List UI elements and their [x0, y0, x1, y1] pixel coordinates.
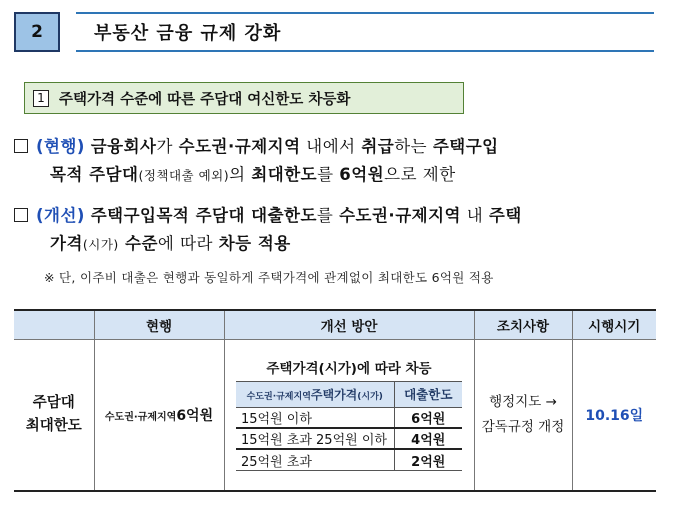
subsection-box	[24, 82, 464, 114]
text-segment: 내	[460, 206, 489, 225]
note: ※ 단, 이주비 대출은 현행과 동일하게 주택가격에 관계없이 최대한도 6억원 적용	[44, 270, 494, 285]
item-improve-line1	[14, 202, 522, 230]
subsection-marker: 1	[33, 90, 49, 107]
tag-improve: (개선)	[36, 206, 85, 225]
item-current-line1	[14, 133, 499, 161]
tier-limit: 6억원	[394, 407, 462, 428]
tier-range: 15억원 이하	[236, 407, 394, 428]
tier-header-prefix: 수도권·규제지역	[246, 391, 311, 402]
text-segment: 에 따라	[157, 234, 219, 253]
text-segment: 목적 주담대	[50, 165, 139, 184]
tier-range: 25억원 초과	[236, 449, 394, 470]
row-label-line: 주담대	[32, 394, 75, 411]
checkbox-icon	[14, 208, 28, 222]
text-segment: 금융회사	[90, 137, 157, 156]
tier-header-limit: 대출한도	[394, 381, 462, 407]
text-segment: 최대한도	[251, 165, 318, 184]
tier-header-main: 주택가격	[310, 387, 358, 402]
tier-row	[236, 428, 462, 449]
item-current	[14, 133, 499, 190]
tier-limit: 2억원	[394, 449, 462, 470]
current-prefix: 수도권·규제지역	[104, 411, 177, 423]
item-improve-line2	[14, 230, 522, 259]
text-segment: 차등 적용	[218, 234, 291, 253]
table-header: 개선 방안	[224, 310, 474, 339]
improve-cell	[224, 339, 474, 491]
table-row	[14, 339, 656, 491]
text-segment: 취급	[361, 137, 395, 156]
table-header: 현행	[94, 310, 224, 339]
text-segment: 를	[316, 206, 340, 225]
text-segment: 수도권·규제지역	[339, 206, 461, 225]
text-segment: 를	[317, 165, 340, 184]
row-label	[14, 339, 94, 491]
date-cell: 10.16일	[572, 339, 656, 491]
tier-header-suffix: (시가)	[357, 391, 383, 402]
tier-header-price	[236, 381, 394, 407]
current-amount: 6억원	[176, 407, 214, 424]
text-segment: (시가)	[82, 237, 119, 252]
text-segment: 가	[156, 137, 179, 156]
text-segment: 으로 제한	[384, 165, 456, 184]
current-cell	[94, 339, 224, 491]
text-segment: 수도권·규제지역	[178, 137, 301, 156]
item-improve	[14, 202, 522, 259]
checkbox-icon	[14, 139, 28, 153]
subsection-title: 주택가격 수준에 따른 주담대 여신한도 차등화	[59, 91, 351, 108]
table-header: 시행시기	[572, 310, 656, 339]
section-title: 부동산 금융 규제 강화	[76, 12, 654, 52]
item-current-line2	[14, 161, 499, 190]
table-header-row	[14, 310, 656, 339]
row-label-line: 최대한도	[25, 417, 82, 434]
text-segment: 가격	[50, 234, 83, 253]
tier-row	[236, 449, 462, 470]
measure-line: 감독규정 개정	[481, 418, 565, 435]
tier-limit: 4억원	[394, 428, 462, 449]
text-segment: 6억원	[339, 165, 385, 184]
tier-table	[236, 381, 462, 471]
table-header	[14, 310, 94, 339]
measure-line: 행정지도 →	[489, 393, 557, 410]
measure-cell	[474, 339, 572, 491]
text-segment: 수준	[118, 234, 158, 253]
text-segment: 주택	[488, 206, 522, 225]
section-header	[14, 12, 654, 52]
tier-row	[236, 407, 462, 428]
table-header: 조치사항	[474, 310, 572, 339]
tag-current: (현행)	[36, 137, 85, 156]
text-segment: 주택구입	[432, 137, 499, 156]
text-segment: 내에서	[300, 137, 362, 156]
improve-title: 주택가격(시가)에 따라 차등	[266, 360, 432, 377]
section-number: 2	[14, 12, 60, 52]
text-segment: (정책대출 예외)	[138, 168, 230, 183]
tier-range: 15억원 초과 25억원 이하	[236, 428, 394, 449]
tier-header-row	[236, 381, 462, 407]
text-segment: 의	[229, 165, 252, 184]
text-segment: 하는	[394, 137, 433, 156]
text-segment: 주택구입목적 주담대 대출한도	[90, 206, 317, 225]
regulation-table	[14, 309, 656, 492]
